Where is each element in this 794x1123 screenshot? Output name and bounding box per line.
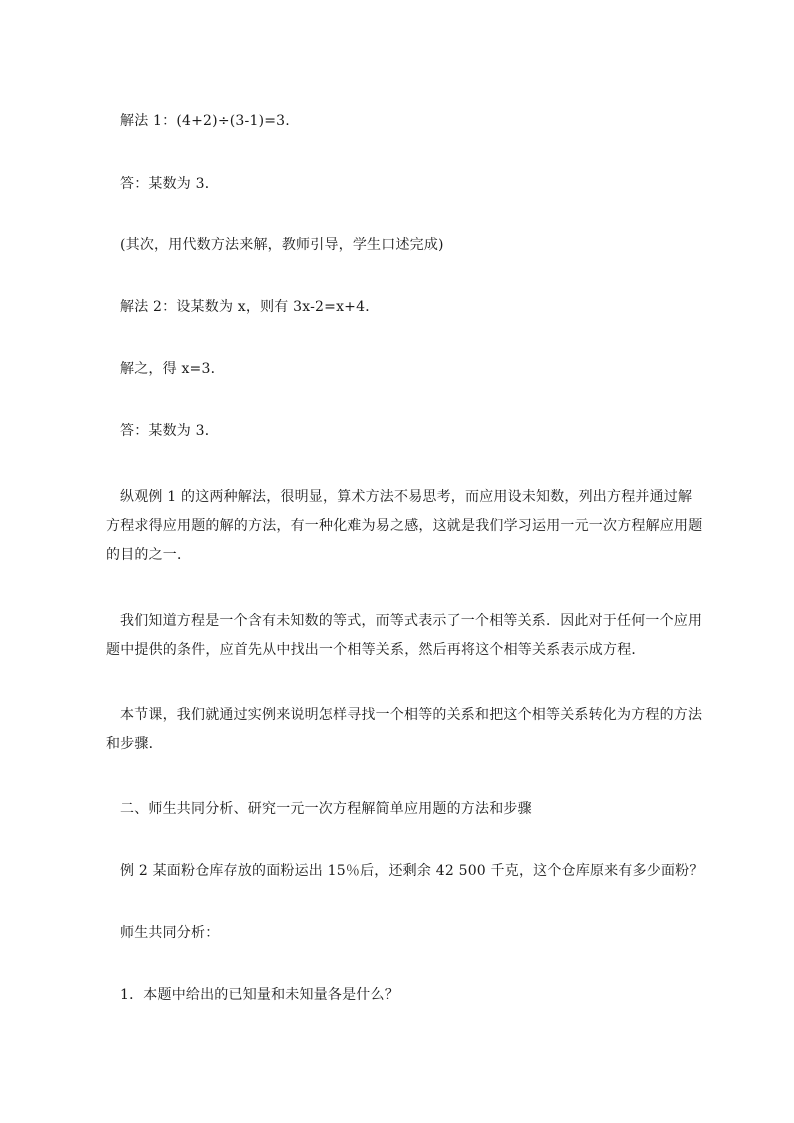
comparison-paragraph: 纵观例 1 的这两种解法，很明显，算术方法不易思考，而应用设未知数，列出方程并通过解方程求得应用题的解的方法，有一种化难为易之感，这就是我们学习运用一元一次方程解应用题的目的之一．: [106, 489, 703, 563]
section-heading: 二、师生共同分析、研究一元一次方程解简单应用题的方法和步骤: [120, 801, 532, 817]
solution-2-line: 解法 2：设某数为 x，则有 3x-2=x+4．: [120, 299, 380, 315]
solution-1-line: 解法 1：(4+2)÷(3-1)=3.: [120, 113, 290, 129]
answer-line-1: 答：某数为 3．: [120, 176, 219, 192]
solve-result-line: 解之，得 x=3．: [120, 361, 225, 377]
lesson-intro-paragraph: 本节课，我们就通过实例来说明怎样寻找一个相等的关系和把这个相等关系转化为方程的方法和步骤．: [106, 707, 703, 752]
teacher-guidance-note: (其次，用代数方法来解，教师引导，学生口述完成): [120, 237, 444, 253]
question-1: 1．本题中给出的已知量和未知量各是什么？: [120, 987, 399, 1003]
example-2-problem: 例 2 某面粉仓库存放的面粉运出 15％后，还剩余 42 500 千克，这个仓库原来有多少面粉？: [120, 863, 704, 879]
equation-concept-paragraph: 我们知道方程是一个含有未知数的等式，而等式表示了一个相等关系．因此对于任何一个应用题中提供的条件，应首先从中找出一个相等关系，然后再将这个相等关系表示成方程．: [106, 613, 703, 658]
answer-line-2: 答：某数为 3．: [120, 423, 219, 439]
analysis-heading: 师生共同分析：: [120, 925, 220, 941]
